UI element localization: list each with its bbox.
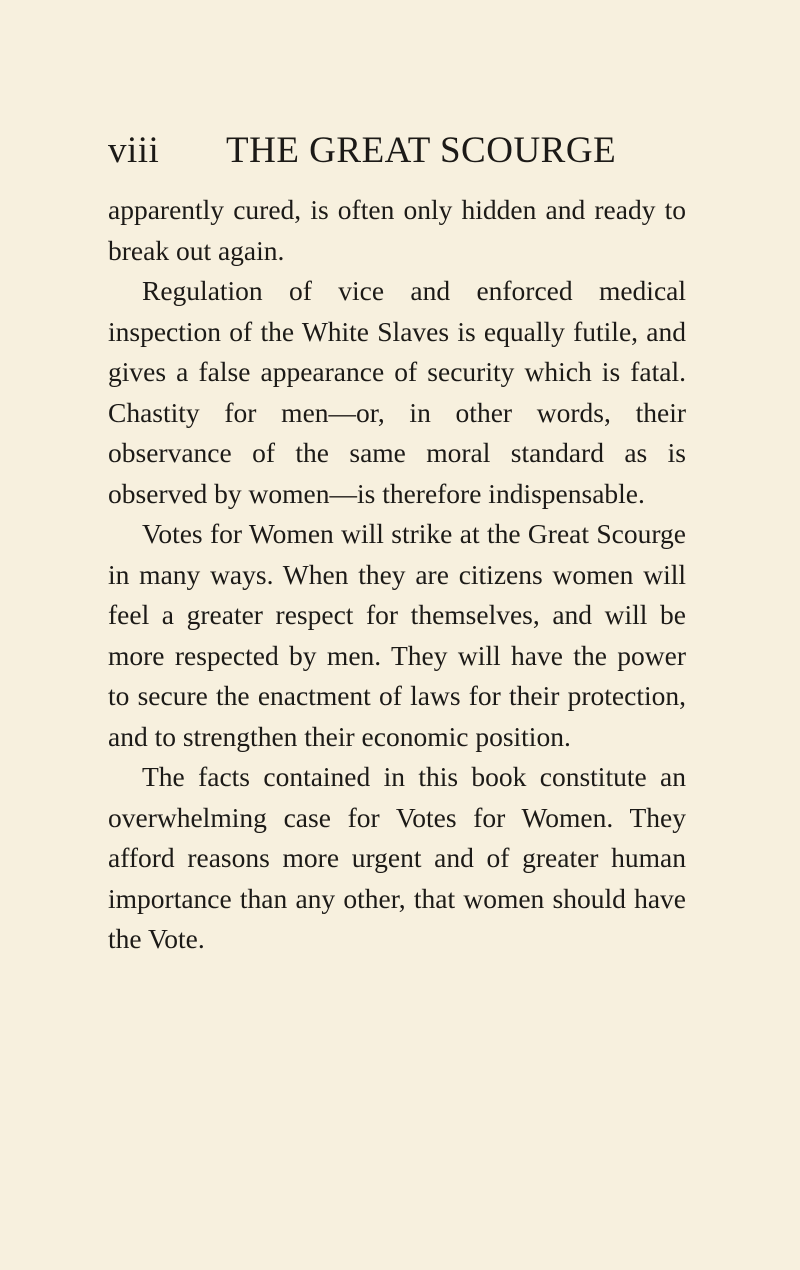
paragraph-regulation: Regulation of vice and enforced medical inspection of the White Slaves is equally futile, and gives a false appearance of security which is fatal. Chastity for men—or, in other words, their observance of the same moral standard as is observed by women—is therefore indispensable. <box>108 275 686 509</box>
body-text <box>108 190 686 960</box>
running-title: THE GREAT SCOURGE <box>226 130 617 171</box>
page-number: viii <box>108 130 160 171</box>
paragraph-votes-for-women: Votes for Women will strike at the Great Scourge in many ways. When they are citizens women will feel a greater respect for themselves, and will be more respected by men. They will have the power to secure the enactment of laws for their protection, and to strengthen their economic position. <box>108 518 686 752</box>
paragraph-continuation: apparently cured, is often only hidden and ready to break out again. <box>108 194 686 266</box>
paragraph-facts: The facts contained in this book constitute an overwhelming case for Votes for Women. They afford reasons more urgent and of greater human importance than any other, that women should have the Vote. <box>108 761 686 954</box>
running-head <box>108 128 628 174</box>
